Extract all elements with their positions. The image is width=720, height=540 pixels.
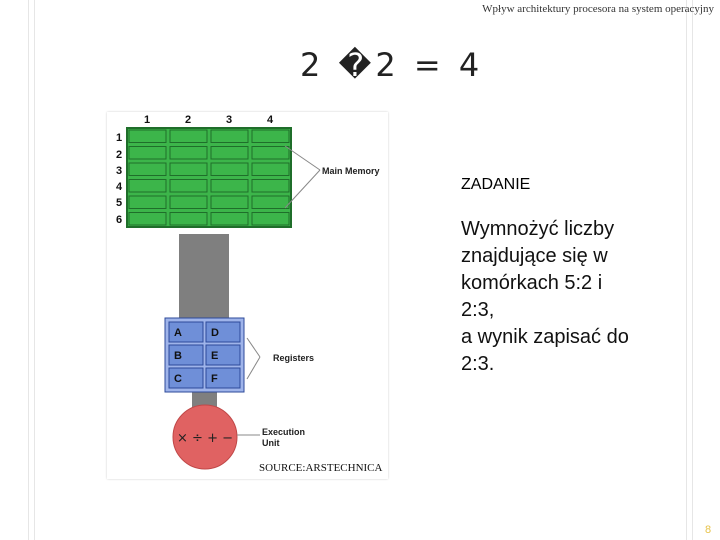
main-memory-grid <box>127 128 291 227</box>
memory-cell <box>211 196 248 209</box>
source-label: SOURCE:ARSTECHNICA <box>259 462 383 474</box>
memory-cell <box>170 147 207 160</box>
register-label: E <box>211 350 219 362</box>
column-header: 4 <box>266 114 274 126</box>
row-header: 4 <box>115 181 123 193</box>
registers-label: Registers <box>273 353 315 363</box>
memory-cell <box>170 180 207 193</box>
left-decor-line-2 <box>34 0 35 540</box>
register-label: D <box>211 327 219 339</box>
cpu-diagram <box>107 112 388 479</box>
memory-cell <box>170 196 207 209</box>
memory-cell <box>211 213 248 226</box>
memory-cell <box>170 213 207 226</box>
main-memory-label: Main Memory <box>322 166 380 176</box>
task-title: ZADANIE <box>461 176 531 193</box>
memory-cell <box>252 180 289 193</box>
memory-cell <box>129 180 166 193</box>
memory-cell <box>252 130 289 143</box>
memory-cell <box>129 213 166 226</box>
memory-cell <box>252 213 289 226</box>
left-decor-line <box>28 0 29 540</box>
memory-cell <box>211 147 248 160</box>
memory-bus <box>179 234 229 324</box>
column-header: 1 <box>143 114 151 126</box>
register-label: B <box>174 350 182 362</box>
memory-cell <box>252 196 289 209</box>
row-header: 3 <box>115 165 123 177</box>
row-header: 1 <box>115 132 123 144</box>
memory-cell <box>211 180 248 193</box>
registers-block <box>165 318 244 392</box>
memory-cell <box>129 163 166 176</box>
memory-cell <box>252 163 289 176</box>
cpu-diagram-panel <box>107 112 388 479</box>
memory-cell <box>129 130 166 143</box>
memory-cell <box>170 130 207 143</box>
column-header: 2 <box>184 114 192 126</box>
equation: 2 �2 = 4 <box>300 46 484 84</box>
memory-cell <box>170 163 207 176</box>
page-number: 8 <box>705 524 712 536</box>
column-header: 3 <box>225 114 233 126</box>
memory-cell <box>252 147 289 160</box>
row-header: 5 <box>115 197 123 209</box>
register-label: A <box>174 327 182 339</box>
register-label: C <box>174 373 182 385</box>
memory-cell <box>129 147 166 160</box>
memory-cell <box>129 196 166 209</box>
alu-symbols: × ÷ + − <box>177 431 233 446</box>
row-header: 2 <box>115 149 123 161</box>
register-label: F <box>211 373 218 385</box>
task-body: Wymnożyć liczby znajdujące się w komórkach 5:2 i 2:3, a wynik zapisać do 2:3. <box>461 218 629 375</box>
row-header: 6 <box>115 214 123 226</box>
memory-cell <box>211 163 248 176</box>
unit-label: Unit <box>262 438 280 448</box>
memory-cell <box>211 130 248 143</box>
slide-header-title: Wpływ architektury procesora na system operacyjny <box>482 3 714 15</box>
execution-label: Execution <box>262 427 306 437</box>
